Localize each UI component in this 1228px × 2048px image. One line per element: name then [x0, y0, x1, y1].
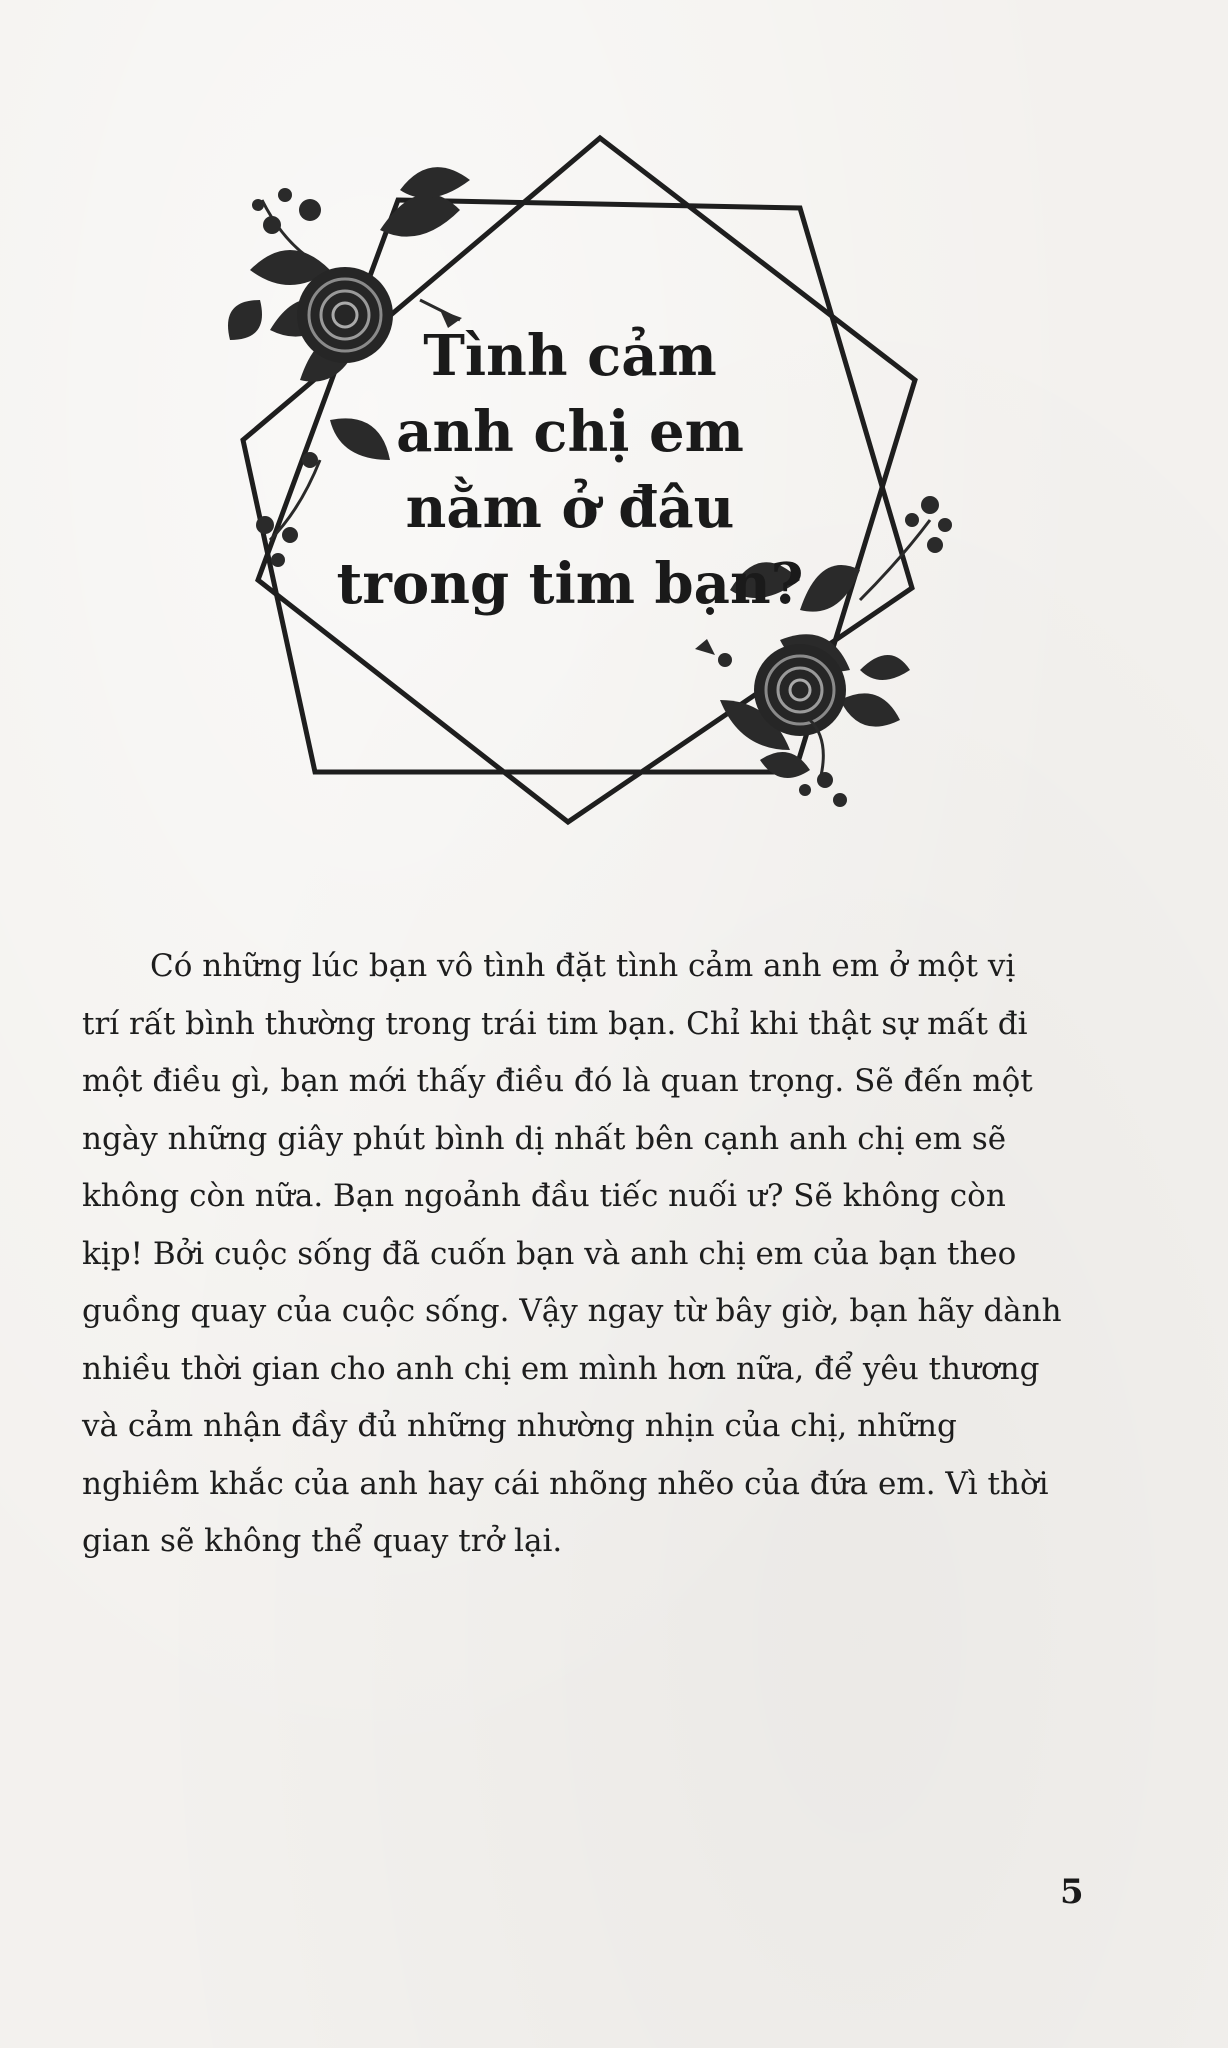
title-line: trong tim bạn?	[336, 551, 804, 617]
paragraph-line: gian sẽ không thể quay trở lại.	[82, 1523, 563, 1559]
body-paragraph	[82, 938, 1082, 1571]
paragraph-line: kịp! Bởi cuộc sống đã cuốn bạn và anh chị em của bạn theo	[82, 1235, 1017, 1272]
paragraph-line: không còn nữa. Bạn ngoảnh đầu tiếc nuối ư? Sẽ không còn	[82, 1178, 1006, 1214]
paragraph-line: nghiêm khắc của anh hay cái nhõng nhẽo của đứa em. Vì thời	[82, 1465, 1049, 1502]
paragraph-line: và cảm nhận đầy đủ những nhường nhịn của chị, những	[82, 1408, 957, 1444]
paragraph-line: trí rất bình thường trong trái tim bạn. Chỉ khi thật sự mất đi	[82, 1005, 1028, 1042]
paragraph-line: guồng quay của cuộc sống. Vậy ngay từ bây giờ, bạn hãy dành	[82, 1293, 1062, 1329]
paragraph-line: một điều gì, bạn mới thấy điều đó là quan trọng. Sẽ đến một	[82, 1063, 1033, 1099]
paragraph-line: ngày những giây phút bình dị nhất bên cạnh anh chị em sẽ	[82, 1120, 1007, 1157]
page-number: 5	[1060, 1872, 1084, 1912]
title-line: Tình cảm	[423, 323, 717, 389]
paragraph-line: nhiều thời gian cho anh chị em mình hơn nữa, để yêu thương	[82, 1350, 1040, 1387]
paragraph-line: Có những lúc bạn vô tình đặt tình cảm anh em ở một vị	[150, 948, 1016, 984]
chapter-title	[330, 318, 810, 622]
title-line: anh chị em	[396, 399, 744, 465]
title-line: nằm ở đâu	[405, 475, 735, 541]
